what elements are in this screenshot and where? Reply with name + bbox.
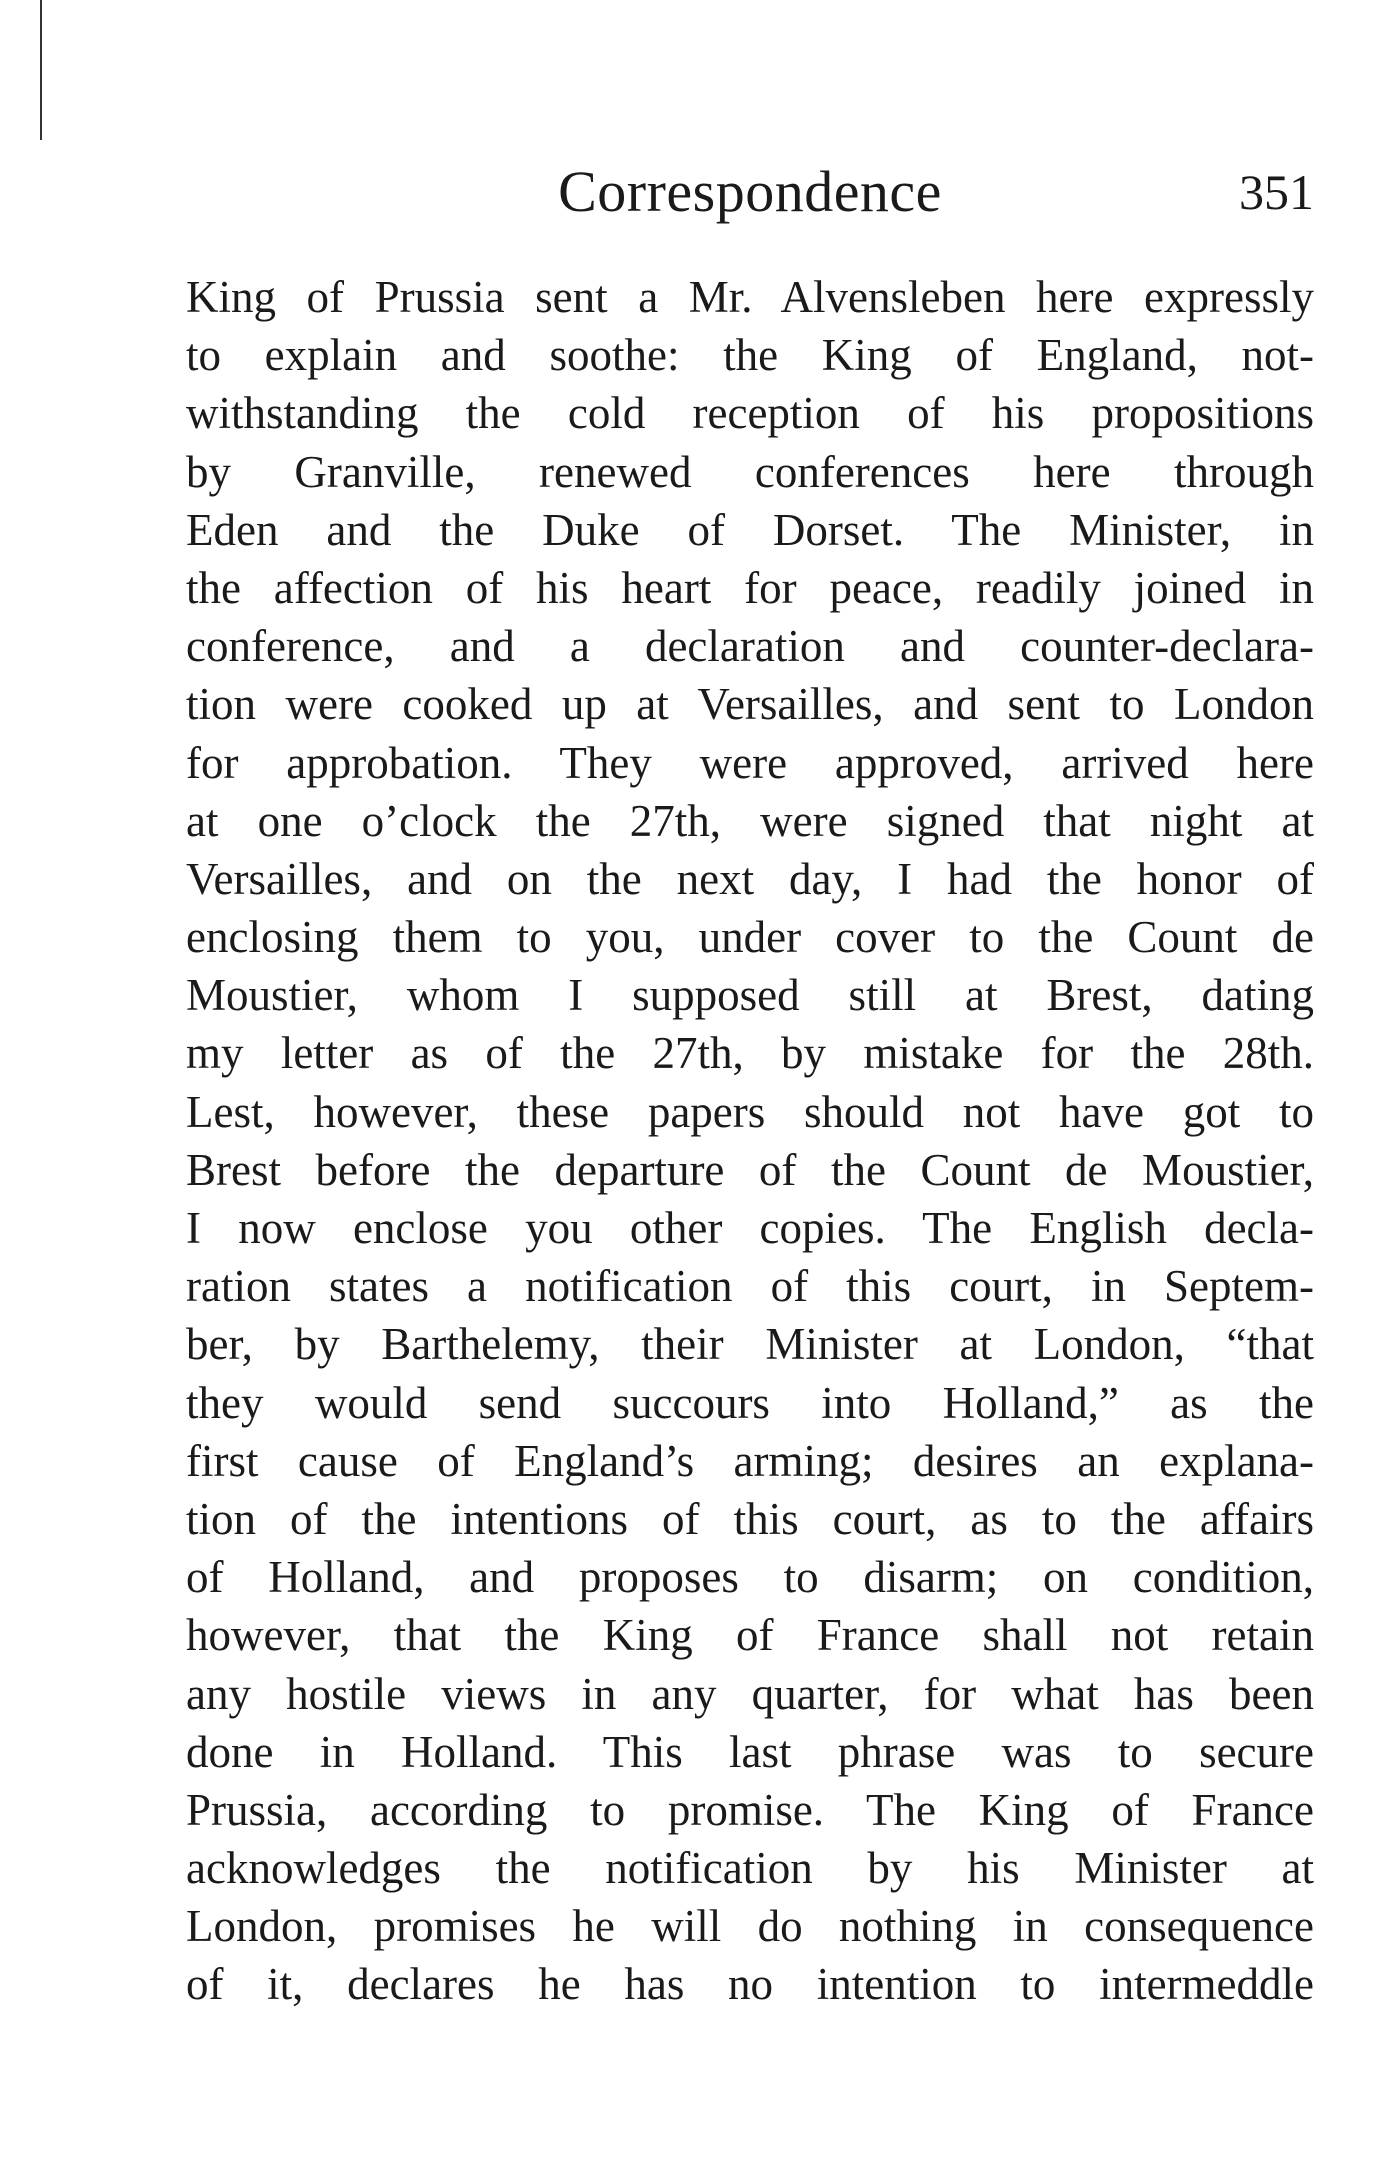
text-line: Eden and the Duke of Dorset. The Minister, in [186,504,1314,555]
text-line: however, that the King of France shall not retain [186,1610,1314,1661]
text-line: the affection of his heart for peace, readily joined in [186,562,1314,613]
text-line: I now enclose you other copies. The English decla- [186,1203,1314,1253]
body-text [186,268,1314,2014]
page-number: 351 [1239,164,1314,220]
text-line: King of Prussia sent a Mr. Alvensleben here expressly [186,272,1314,322]
text-line: acknowledges the notification by his Minister at [186,1843,1314,1894]
text-line: tion were cooked up at Versailles, and sent to London [186,679,1314,730]
text-line: at one o’clock the 27th, were signed that night at [186,795,1314,846]
text-line: for approbation. They were approved, arrived here [186,737,1314,788]
text-line: enclosing them to you, under cover to the Count de [186,912,1314,963]
text-line: they would send succours into Holland,” as the [186,1377,1314,1428]
text-line: Brest before the departure of the Count de Moustier, [186,1144,1314,1195]
text-line: by Granville, renewed conferences here through [186,446,1314,497]
text-line: to explain and soothe: the King of England, not- [186,330,1314,381]
text-line: tion of the intentions of this court, as to the affairs [186,1493,1314,1544]
text-line: first cause of England’s arming; desires an explana- [186,1435,1314,1486]
text-line: any hostile views in any quarter, for what has been [186,1668,1314,1719]
text-line: ber, by Barthelemy, their Minister at London, “that [186,1319,1314,1370]
text-line: Moustier, whom I supposed still at Brest, dating [186,970,1314,1021]
text-line: of Holland, and proposes to disarm; on condition, [186,1552,1314,1603]
text-line: Lest, however, these papers should not have got to [186,1086,1314,1137]
scan-edge-mark [40,0,42,140]
text-line: done in Holland. This last phrase was to secure [186,1726,1314,1777]
running-head-title: Correspondence [558,159,942,224]
text-line: withstanding the cold reception of his propositions [186,388,1314,439]
text-line: my letter as of the 27th, by mistake for the 28th. [186,1028,1314,1079]
page-header [186,152,1314,232]
text-line: Prussia, according to promise. The King of France [186,1784,1314,1835]
text-line: London, promises he will do nothing in consequence [186,1901,1314,1952]
text-line: conference, and a declaration and counter-declara- [186,621,1314,672]
text-line: ration states a notification of this court, in Septem- [186,1261,1314,1312]
text-line: Versailles, and on the next day, I had the honor of [186,853,1314,904]
text-line: of it, declares he has no intention to intermeddle [186,1959,1314,2010]
